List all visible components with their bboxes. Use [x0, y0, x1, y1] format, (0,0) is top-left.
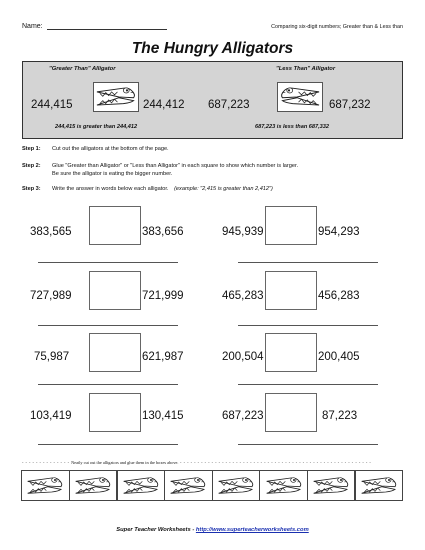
alligator-icon [168, 475, 208, 497]
answer-line[interactable] [38, 384, 178, 385]
example-right-num-b: 687,232 [329, 99, 371, 111]
alligator-cutout-3[interactable] [117, 470, 165, 501]
alligator-icon [73, 475, 113, 497]
alligator-icon [121, 475, 161, 497]
glue-box[interactable] [89, 271, 141, 310]
problem-number-a: 687,223 [222, 410, 264, 422]
answer-line[interactable] [38, 325, 178, 326]
answer-line[interactable] [238, 325, 378, 326]
less-than-heading: "Less Than" Alligator [276, 66, 336, 72]
glue-box[interactable] [265, 271, 317, 310]
problem-number-a: 103,419 [30, 410, 72, 422]
answer-line[interactable] [38, 444, 178, 445]
step-2-text: Glue "Greater than Alligator" or "Less than Alligator" in each square to show which number is larger. [52, 163, 299, 169]
example-left-num-b: 244,412 [143, 99, 185, 111]
alligator-cutout-7[interactable] [307, 470, 355, 501]
alligator-cutout-strip [22, 470, 403, 501]
footer-link[interactable]: http://www.superteacherworksheets.com [195, 527, 309, 533]
alligator-cutout-8[interactable] [355, 470, 403, 501]
alligator-icon [359, 475, 399, 497]
alligator-less-than-icon [277, 82, 323, 112]
problem-number-b: 130,415 [142, 410, 184, 422]
alligator-icon [25, 475, 65, 497]
problem-number-a: 465,283 [222, 290, 264, 302]
greater-than-heading: "Greater Than" Alligator [49, 66, 116, 72]
problem-number-b: 954,293 [318, 226, 360, 238]
glue-box[interactable] [265, 206, 317, 245]
step-3-text: Write the answer in words below each alligator. [52, 186, 169, 192]
glue-box[interactable] [89, 333, 141, 372]
step-1 [22, 146, 169, 152]
example-right-caption: 687,223 is less than 687,332 [255, 124, 330, 130]
glue-box[interactable] [265, 393, 317, 432]
cut-line: - - - - - - - - - - - - - - Neatly cut out the alligators and glue them in the boxes above. - - - - - - - - - - - - - - - - - - - - - - - - - - - - - - - - - - - - - - - - - - - - - - - - - - - - - - - [22, 460, 372, 465]
name-label: Name: [22, 23, 43, 30]
example-left-caption: 244,415 is greater than 244,412 [55, 124, 138, 130]
footer-separator: - [192, 527, 195, 533]
step-2-text-line2: Be sure the alligator is eating the bigger number. [52, 171, 173, 177]
example-left-num-a: 244,415 [31, 99, 73, 111]
problem-number-b: 383,656 [142, 226, 184, 238]
alligator-cutout-6[interactable] [259, 470, 307, 501]
step-1-text: Cut out the alligators at the bottom of the page. [52, 146, 169, 152]
footer [0, 527, 425, 533]
alligator-icon [264, 475, 304, 497]
alligator-icon [216, 475, 256, 497]
worksheet-subtitle: Comparing six-digit numbers; Greater than & Less than [271, 24, 403, 30]
problem-number-b: 456,283 [318, 290, 360, 302]
step-1-label: Step 1: [22, 146, 41, 152]
footer-brand: Super Teacher Worksheets [116, 527, 191, 533]
step-3-label: Step 3: [22, 186, 41, 192]
answer-line[interactable] [38, 262, 178, 263]
name-row [22, 22, 167, 30]
alligator-cutout-1[interactable] [21, 470, 69, 501]
glue-box[interactable] [89, 206, 141, 245]
step-2 [22, 163, 298, 169]
alligator-cutout-5[interactable] [212, 470, 260, 501]
problem-number-a: 75,987 [34, 351, 70, 363]
step-3 [22, 186, 273, 192]
problem-number-a: 945,939 [222, 226, 264, 238]
answer-line[interactable] [238, 262, 378, 263]
step-2-label: Step 2: [22, 163, 41, 169]
cutout-note: Neatly cut out the alligators and glue them in the boxes above. [71, 460, 179, 465]
problem-number-b: 87,223 [322, 410, 358, 422]
glue-box[interactable] [265, 333, 317, 372]
glue-box[interactable] [89, 393, 141, 432]
alligator-greater-than-icon [93, 82, 139, 112]
example-right-num-a: 687,223 [208, 99, 250, 111]
answer-line[interactable] [238, 444, 378, 445]
example-panel [22, 61, 403, 139]
problem-number-b: 621,987 [142, 351, 184, 363]
problem-number-b: 721,999 [142, 290, 184, 302]
step-3-example: (example: "2,415 is greater than 2,412") [174, 186, 273, 192]
answer-line[interactable] [238, 384, 378, 385]
problem-number-a: 383,565 [30, 226, 72, 238]
problem-number-a: 727,989 [30, 290, 72, 302]
name-blank-line[interactable] [47, 22, 167, 30]
problem-number-b: 200,405 [318, 351, 360, 363]
alligator-cutout-2[interactable] [69, 470, 117, 501]
alligator-icon [311, 475, 351, 497]
alligator-cutout-4[interactable] [164, 470, 212, 501]
worksheet-title: The Hungry Alligators [131, 40, 294, 57]
problem-number-a: 200,504 [222, 351, 264, 363]
